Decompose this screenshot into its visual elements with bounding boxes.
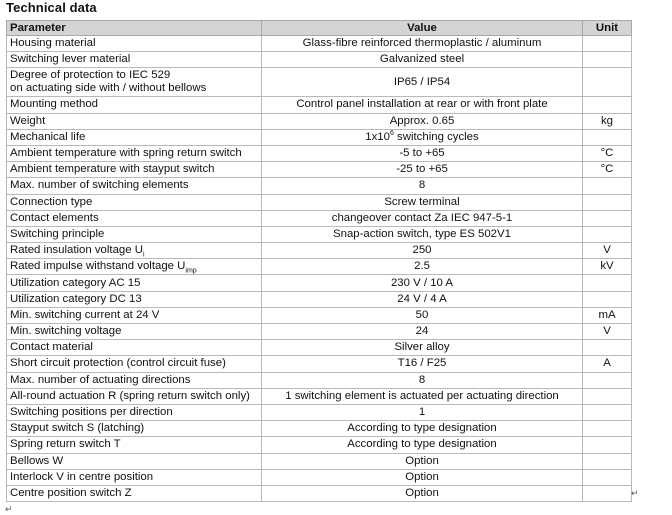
unit-cell: [583, 421, 632, 437]
table-row: [7, 243, 632, 259]
unit-cell: [583, 52, 632, 68]
parameter-cell: Switching principle: [7, 226, 262, 242]
parameter-cell: Min. switching voltage: [7, 324, 262, 340]
value-cell: According to type designation: [262, 437, 583, 453]
value-cell: changeover contact Za IEC 947-5-1: [262, 210, 583, 226]
table-row: [7, 372, 632, 388]
unit-cell: [583, 453, 632, 469]
table-row: [7, 259, 632, 275]
table-header-row: [7, 21, 632, 36]
parameter-line-1: Degree of protection to IEC 529: [10, 69, 171, 82]
parameter-line-2: on actuating side with / without bellows: [10, 82, 207, 95]
unit-cell: A: [583, 356, 632, 372]
unit-cell: [583, 194, 632, 210]
value-cell: Option: [262, 469, 583, 485]
value-cell: IP65 / IP54: [262, 68, 583, 97]
unit-cell: °C: [583, 162, 632, 178]
parameter-cell: Contact material: [7, 340, 262, 356]
parameter-cell: Stayput switch S (latching): [7, 421, 262, 437]
column-header-parameter: Parameter: [7, 21, 262, 36]
value-cell: 250: [262, 243, 583, 259]
parameter-cell: Interlock V in centre position: [7, 469, 262, 485]
parameter-cell: [7, 259, 262, 275]
parameter-cell: Max. number of actuating directions: [7, 372, 262, 388]
unit-cell: °C: [583, 145, 632, 161]
table-row: [7, 97, 632, 113]
table-row: [7, 145, 632, 161]
parameter-cell: Connection type: [7, 194, 262, 210]
unit-cell: [583, 372, 632, 388]
unit-cell: [583, 469, 632, 485]
unit-cell: [583, 388, 632, 404]
table-row: [7, 469, 632, 485]
parameter-cell: Switching lever material: [7, 52, 262, 68]
table-row: [7, 36, 632, 52]
table-row: [7, 178, 632, 194]
unit-cell: [583, 340, 632, 356]
table-row: [7, 404, 632, 420]
table-row: [7, 68, 632, 97]
value-cell: Galvanized steel: [262, 52, 583, 68]
parameter-cell: Bellows W: [7, 453, 262, 469]
parameter-cell: Switching positions per direction: [7, 404, 262, 420]
parameter-cell: Ambient temperature with spring return switch: [7, 145, 262, 161]
unit-cell: [583, 68, 632, 97]
unit-cell: V: [583, 243, 632, 259]
table-row: [7, 453, 632, 469]
unit-cell: [583, 36, 632, 52]
parameter-cell: Max. number of switching elements: [7, 178, 262, 194]
parameter-cell: [7, 243, 262, 259]
parameter-cell: Mechanical life: [7, 129, 262, 145]
unit-cell: kV: [583, 259, 632, 275]
value-cell: 2.5: [262, 259, 583, 275]
table-row: [7, 340, 632, 356]
value-cell: [262, 129, 583, 145]
parameter-cell: Weight: [7, 113, 262, 129]
unit-cell: [583, 485, 632, 501]
parameter-subscript: imp: [185, 267, 197, 275]
table-row: [7, 388, 632, 404]
table-row: [7, 162, 632, 178]
value-cell: -25 to +65: [262, 162, 583, 178]
table-row: [7, 129, 632, 145]
parameter-cell: All-round actuation R (spring return switch only): [7, 388, 262, 404]
page-title: Technical data: [6, 0, 97, 15]
parameter-base: Rated insulation voltage U: [10, 244, 143, 257]
unit-cell: [583, 291, 632, 307]
value-cell: -5 to +65: [262, 145, 583, 161]
value-cell: Glass-fibre reinforced thermoplastic / aluminum: [262, 36, 583, 52]
parameter-base: Rated impulse withstand voltage U: [10, 260, 186, 273]
value-rest: switching cycles: [393, 130, 479, 143]
value-cell: 8: [262, 178, 583, 194]
table-row: [7, 210, 632, 226]
technical-data-table: [6, 20, 632, 502]
end-of-cell-mark: ↵: [631, 488, 639, 498]
unit-cell: [583, 97, 632, 113]
value-cell: Approx. 0.65: [262, 113, 583, 129]
unit-cell: [583, 404, 632, 420]
value-cell: Snap-action switch, type ES 502V1: [262, 226, 583, 242]
table-row: [7, 356, 632, 372]
table-row: [7, 485, 632, 501]
value-cell: Screw terminal: [262, 194, 583, 210]
column-header-unit: Unit: [583, 21, 632, 36]
unit-cell: kg: [583, 113, 632, 129]
value-cell: 230 V / 10 A: [262, 275, 583, 291]
parameter-cell: Short circuit protection (control circuit fuse): [7, 356, 262, 372]
table-row: [7, 52, 632, 68]
parameter-cell: Mounting method: [7, 97, 262, 113]
value-cell: According to type designation: [262, 421, 583, 437]
value-cell: 50: [262, 307, 583, 323]
parameter-cell: Utilization category DC 13: [7, 291, 262, 307]
value-cell: 8: [262, 372, 583, 388]
value-cell: Option: [262, 485, 583, 501]
unit-cell: [583, 226, 632, 242]
parameter-subscript: i: [142, 251, 145, 259]
table-row: [7, 113, 632, 129]
table-row: [7, 437, 632, 453]
table-row: [7, 307, 632, 323]
parameter-cell: Housing material: [7, 36, 262, 52]
value-cell: 1: [262, 404, 583, 420]
column-header-value: Value: [262, 21, 583, 36]
parameter-cell: Contact elements: [7, 210, 262, 226]
parameter-cell: Ambient temperature with stayput switch: [7, 162, 262, 178]
parameter-cell: Centre position switch Z: [7, 485, 262, 501]
unit-cell: [583, 275, 632, 291]
unit-cell: mA: [583, 307, 632, 323]
table-row: [7, 324, 632, 340]
value-cell: Control panel installation at rear or with front plate: [262, 97, 583, 113]
table-row: [7, 275, 632, 291]
table-row: [7, 194, 632, 210]
value-cell: Option: [262, 453, 583, 469]
paragraph-mark: ↵: [5, 504, 13, 514]
value-base: 1x10: [365, 130, 390, 143]
unit-cell: [583, 178, 632, 194]
value-cell: Silver alloy: [262, 340, 583, 356]
unit-cell: [583, 129, 632, 145]
parameter-cell: Min. switching current at 24 V: [7, 307, 262, 323]
table-row: [7, 291, 632, 307]
value-cell: T16 / F25: [262, 356, 583, 372]
unit-cell: V: [583, 324, 632, 340]
parameter-cell: [7, 68, 262, 97]
value-exponent: 6: [389, 130, 394, 138]
unit-cell: [583, 437, 632, 453]
value-cell: 24: [262, 324, 583, 340]
table-row: [7, 226, 632, 242]
unit-cell: [583, 210, 632, 226]
value-cell: 24 V / 4 A: [262, 291, 583, 307]
parameter-cell: Spring return switch T: [7, 437, 262, 453]
parameter-cell: Utilization category AC 15: [7, 275, 262, 291]
table-row: [7, 421, 632, 437]
value-cell: 1 switching element is actuated per actuating direction: [262, 388, 583, 404]
